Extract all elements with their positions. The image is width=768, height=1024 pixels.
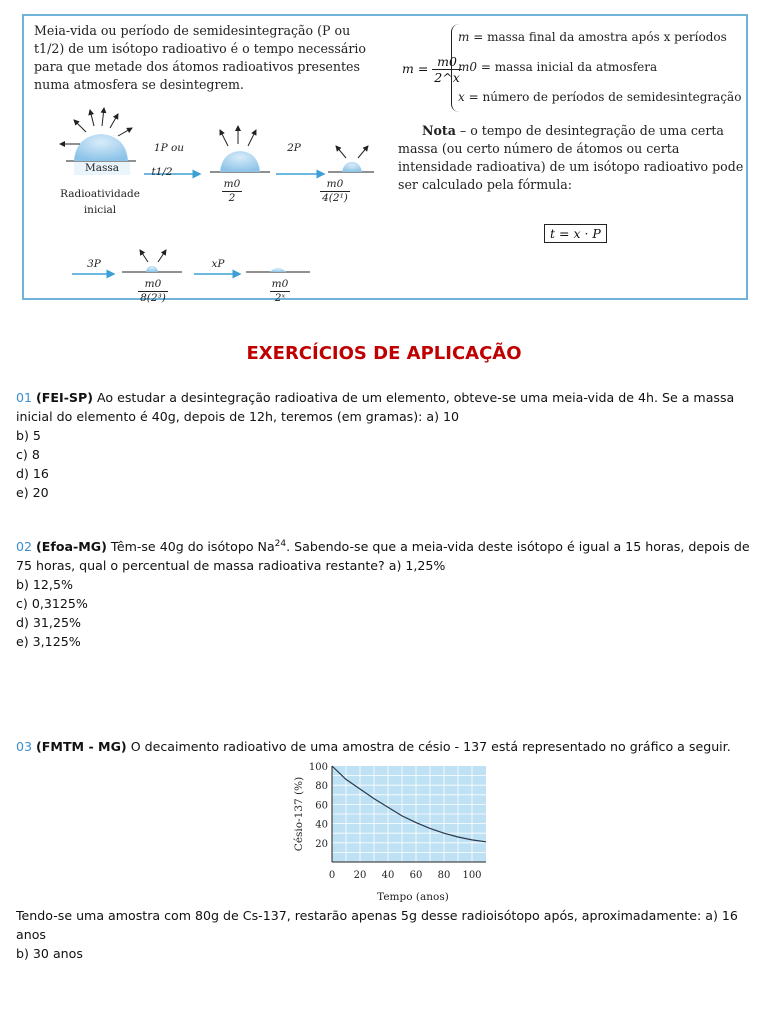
option-e: e) 20: [16, 485, 49, 500]
isotope-superscript: 24: [274, 539, 287, 549]
mass-dome-half: [220, 151, 260, 172]
question-text-after-chart: Tendo-se uma amostra com 80g de Cs-137, restarão apenas 5g desse radioisótopo após, aproximadamente: a) 16 anos: [16, 908, 738, 942]
section-heading: EXERCÍCIOS DE APLICAÇÃO: [246, 343, 522, 364]
emission-arrow: [140, 250, 148, 262]
question-1: [16, 388, 758, 502]
initial-radioactivity-label: Radioatividade inicial: [60, 188, 140, 216]
option-e: e) 3,125%: [16, 634, 81, 650]
fraction-m0-2: $\frac{m0}{2}$: [223, 178, 241, 204]
y-tick-label: 20: [315, 838, 328, 850]
step2-label: 2P: [287, 142, 301, 154]
y-tick-label: 60: [315, 800, 328, 812]
emission-arrow: [336, 146, 346, 158]
question-number: 03: [16, 739, 33, 754]
x-tick-label: 20: [353, 870, 367, 881]
y-tick-label: 100: [308, 762, 328, 773]
mass-dome-full: [74, 134, 128, 161]
option-b: b) 12,5%: [16, 577, 73, 593]
question-source: (FMTM - MG): [36, 739, 127, 754]
mass-dome-quarter: [342, 162, 362, 172]
fraction-m0-4: $\frac{m0}{\text{4(2¹)}}$: [322, 178, 348, 204]
question-3-continuation: [16, 906, 758, 963]
x-tick-label: 100: [462, 870, 482, 881]
x-tick-label: 80: [437, 870, 451, 881]
question-2: [16, 535, 758, 651]
question-text-cont: . Sabendo-se que a meia-vida deste isótopo é igual a 15 horas, depois de 75 horas, qual o percentual de massa radioativa restante? a) 1,25%: [16, 539, 750, 574]
half-life-paragraph: Meia-vida ou período de semidesintegração (P ou t1/2) de um isótopo radioativo é o tempo necessário para que metade dos átomos radioativos presentes numa atmosfera se desintegrem.: [34, 23, 366, 92]
y-tick-label: 80: [315, 781, 328, 793]
x-tick-label: 0: [328, 870, 336, 881]
question-number: 01: [16, 390, 33, 405]
question-text: Têm-se 40g do isótopo Na: [106, 539, 275, 555]
formula-legend: [458, 22, 748, 112]
x-axis-label: Tempo (anos): [377, 891, 449, 903]
question-source: (FEI-SP): [36, 390, 93, 405]
fraction-m0-8: $\frac{m0}{\text{8(2³)}}$: [140, 278, 166, 304]
y-tick-label: 40: [315, 819, 328, 831]
emission-arrow: [220, 130, 228, 146]
emission-arrow: [90, 110, 94, 126]
question-3: [16, 737, 758, 756]
y-axis-label: Césio-137 (%): [293, 776, 305, 852]
note-paragraph: Nota – o tempo de desintegração de uma certa massa (ou certo número de átomos ou certa intensidade radioativa) de um isótopo radioativo pode ser calculado pela fórmula:: [398, 123, 744, 192]
x-tick-label: 40: [381, 870, 395, 881]
question-text: O decaimento radioativo de uma amostra de césio - 137 está representado no gráfico a seguir.: [126, 739, 731, 754]
legend-m0: m0 = massa inicial da atmosfera: [458, 60, 658, 74]
x-tick-label: 60: [409, 870, 423, 881]
option-b: b) 5: [16, 428, 41, 443]
formula-fraction: $\frac{m0}{2\^{}x}$: [434, 54, 460, 85]
step1-label: 1P ou: [153, 142, 185, 154]
question-number: 02: [16, 539, 33, 555]
mass-dome-eighth: [146, 266, 158, 272]
option-d: d) 31,25%: [16, 615, 81, 631]
mass-dome-tiny: [270, 268, 286, 272]
option-c: c) 8: [16, 447, 40, 462]
emission-arrow: [74, 120, 86, 132]
legend-x: x = número de períodos de semidesintegração: [458, 90, 742, 104]
option-b: b) 30 anos: [16, 946, 83, 961]
cesium-decay-chart: [290, 762, 510, 908]
emission-arrow: [110, 114, 118, 128]
emission-arrow: [118, 128, 132, 136]
emission-arrow: [358, 146, 368, 158]
option-d: d) 16: [16, 466, 49, 481]
emission-arrow: [248, 130, 256, 146]
step3-label: 3P: [87, 258, 101, 270]
legend-m: m = massa final da amostra após x períodos: [458, 30, 727, 44]
question-source: (Efoa-MG): [36, 539, 107, 555]
step1-sub-label: t1/2: [151, 166, 173, 178]
emission-arrow: [158, 250, 166, 262]
formula-lhs: m =: [402, 61, 429, 76]
emission-arrow: [102, 108, 104, 126]
fraction-m0-2x: $\frac{m0}{\text{2ˣ}}$: [271, 278, 289, 304]
stepx-label: xP: [211, 258, 225, 270]
question-text: Ao estudar a desintegração radioativa de um elemento, obteve-se uma meia-vida de 4h. Se a massa inicial do elemento é 40g, depois de 12h, teremos (em gramas): a) 10: [16, 390, 735, 424]
time-formula: t = x · P: [544, 224, 607, 243]
theory-box: [22, 14, 748, 304]
option-c: c) 0,3125%: [16, 596, 88, 612]
mass-label: Massa: [74, 162, 130, 175]
